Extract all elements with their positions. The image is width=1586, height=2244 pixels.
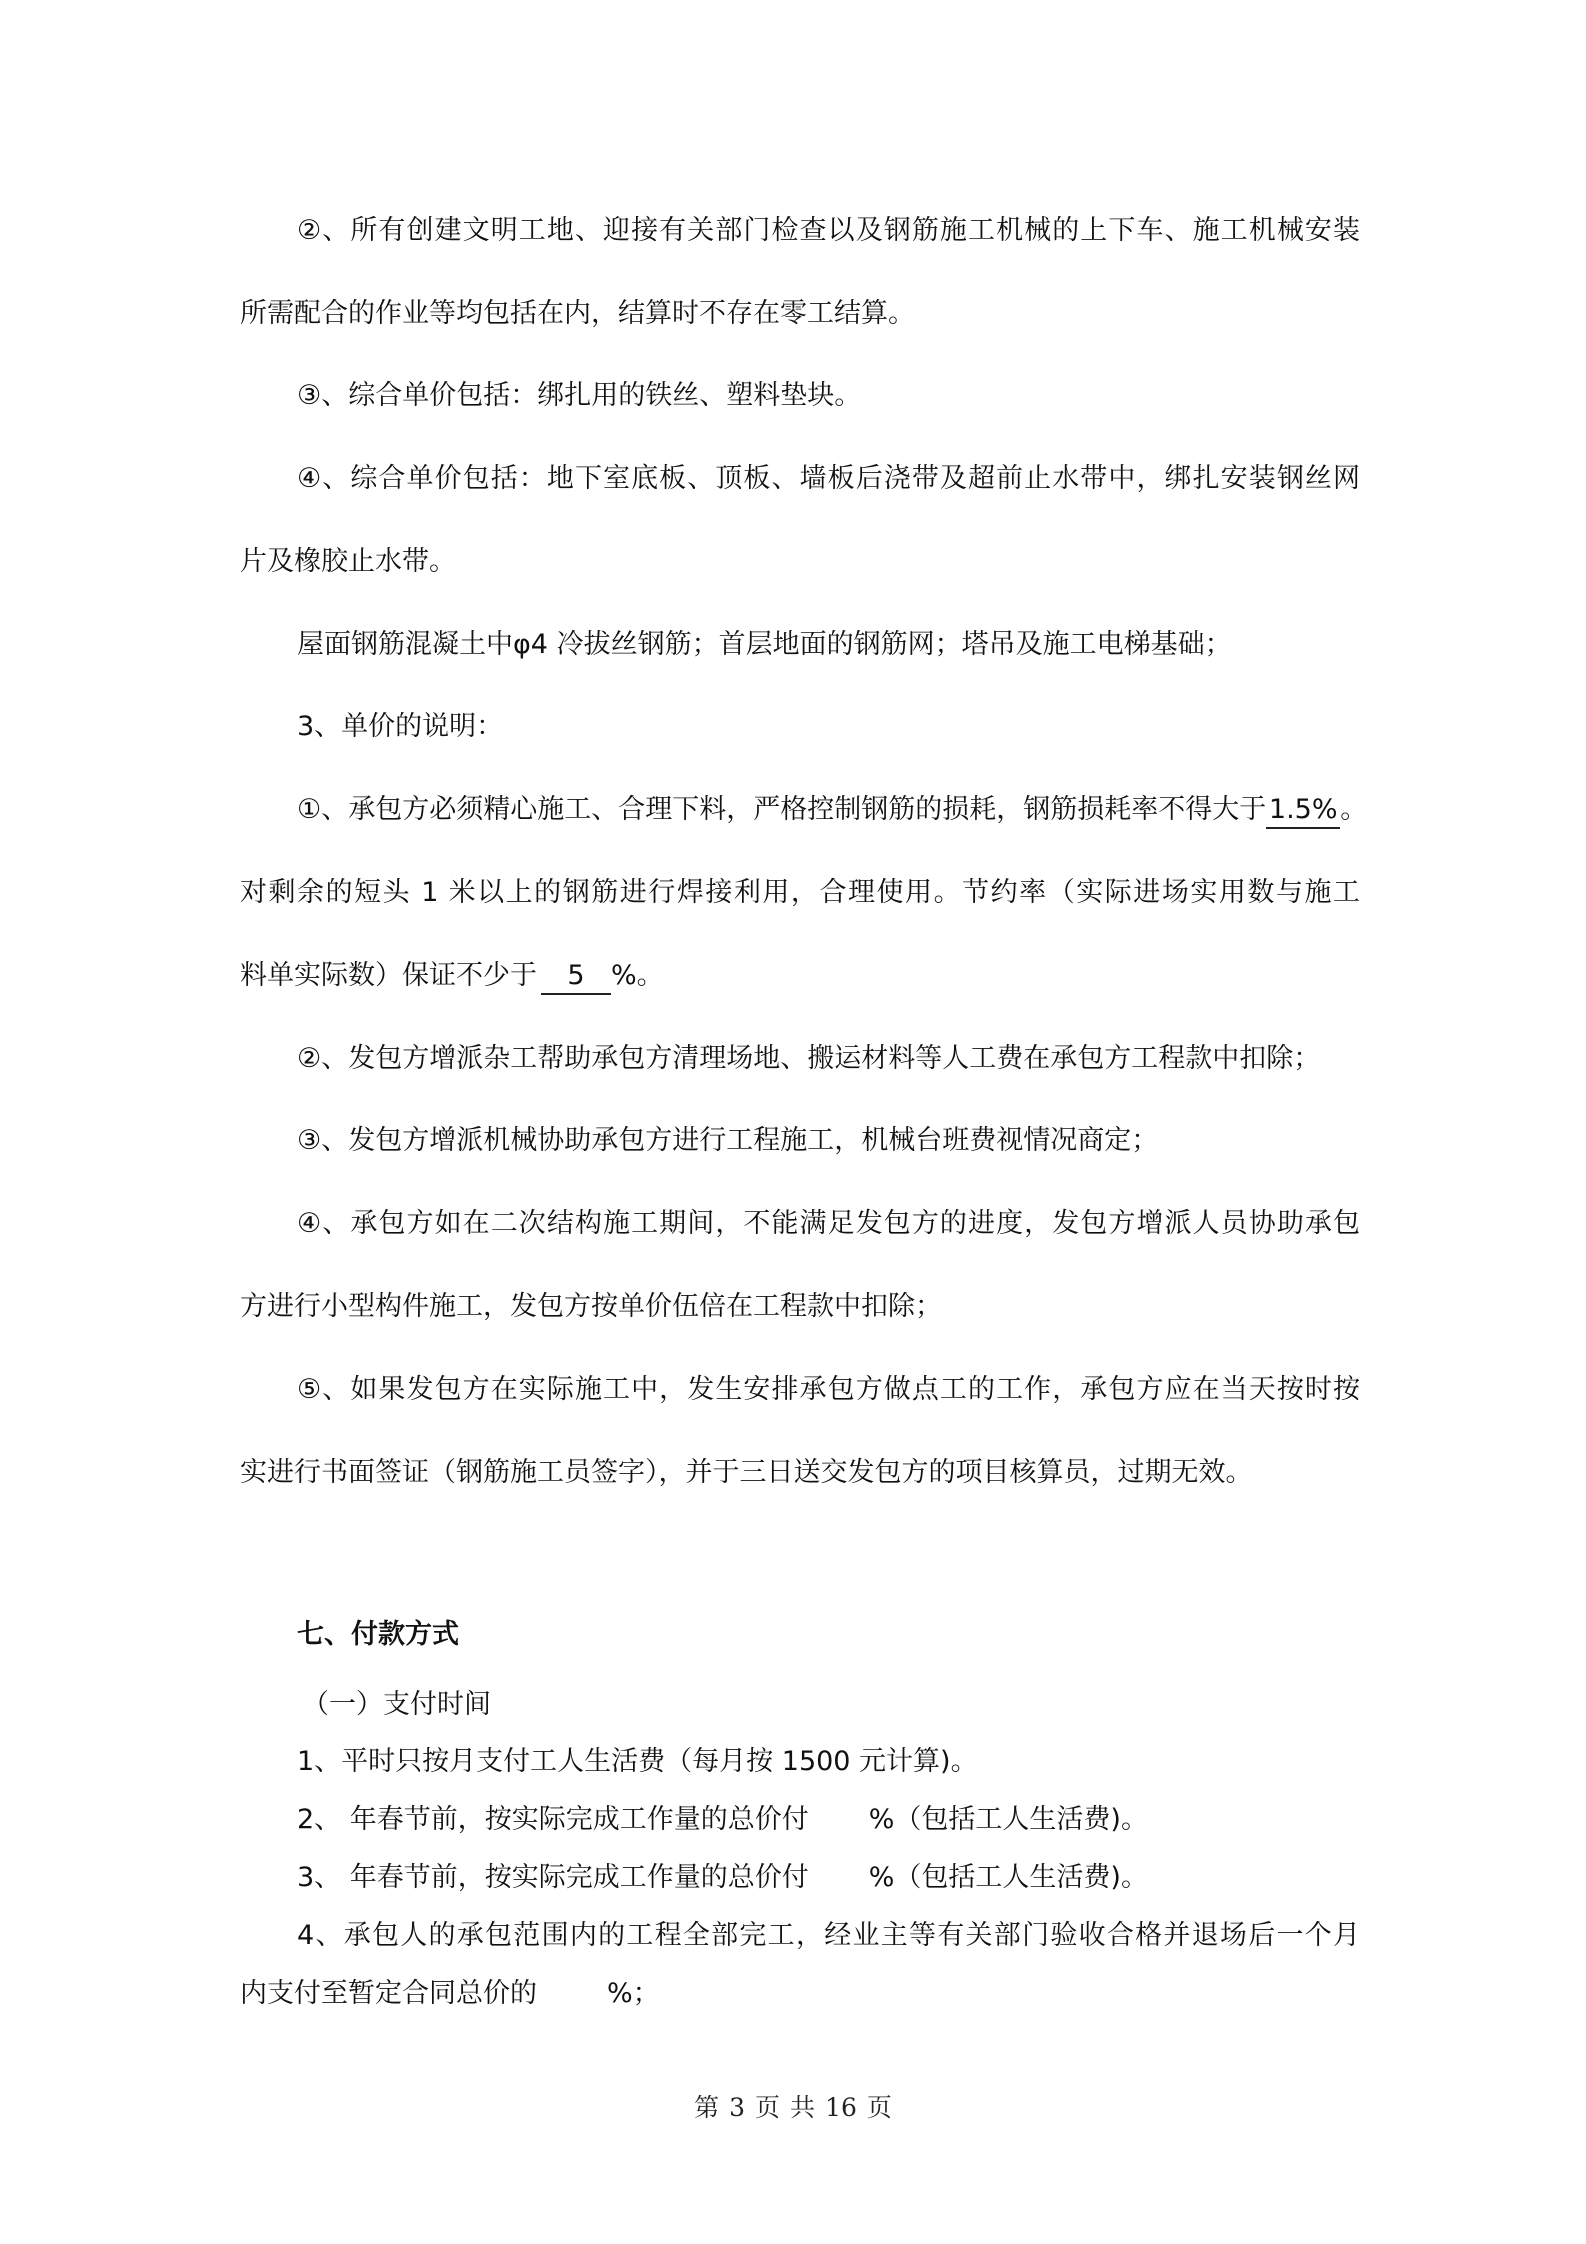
paragraph-line bbox=[240, 956, 1360, 996]
paragraph-line: 所需配合的作业等均包括在内，结算时不存在零工结算。 bbox=[240, 298, 915, 329]
footer-word: 第 bbox=[694, 2093, 720, 2122]
footer-word: 页 bbox=[866, 2093, 892, 2122]
page-footer bbox=[0, 2088, 1586, 2124]
paragraph-line: 片及橡胶止水带。 bbox=[240, 546, 456, 577]
list-item: 4、承包人的承包范围内的工程全部完工，经业主等有关部门验收合格并退场后一个月 bbox=[297, 1920, 1360, 1951]
text-segment: %（包括工人生活费)。 bbox=[868, 1862, 1148, 1893]
paragraph-line: 3、单价的说明： bbox=[297, 711, 504, 742]
page-number: 3 bbox=[729, 2093, 746, 2122]
text-segment: %； bbox=[607, 1978, 660, 2009]
paragraph-line: ④、承包方如在二次结构施工期间，不能满足发包方的进度，发包方增派人员协助承包 bbox=[297, 1208, 1360, 1239]
paragraph-line: ③、发包方增派机械协助承包方进行工程施工，机械台班费视情况商定； bbox=[297, 1125, 1159, 1156]
list-item bbox=[297, 1858, 1360, 1898]
paragraph-line: ③、综合单价包括：绑扎用的铁丝、塑料垫块。 bbox=[297, 380, 862, 411]
paragraph-line: ②、发包方增派杂工帮助承包方清理场地、搬运材料等人工费在承包方工程款中扣除； bbox=[297, 1043, 1321, 1074]
footer-word: 页 bbox=[755, 2093, 781, 2122]
paragraph-line: 屋面钢筋混凝土中φ4 冷拔丝钢筋；首层地面的钢筋网；塔吊及施工电梯基础； bbox=[297, 629, 1232, 660]
list-item bbox=[297, 1800, 1360, 1840]
underlined-value: 1.5% bbox=[1266, 793, 1340, 829]
subsection-heading: （一）支付时间 bbox=[302, 1689, 491, 1720]
section-heading: 七、付款方式 bbox=[297, 1619, 459, 1650]
text-segment: 内支付至暂定合同总价的 bbox=[240, 1978, 537, 2009]
text-segment: 。 bbox=[1340, 794, 1368, 825]
text-segment: %。 bbox=[611, 960, 664, 991]
paragraph-line: 方进行小型构件施工，发包方按单价伍倍在工程款中扣除； bbox=[240, 1291, 942, 1322]
footer-word: 共 bbox=[790, 2093, 816, 2122]
paragraph-line: ⑤、如果发包方在实际施工中，发生安排承包方做点工的工作，承包方应在当天按时按 bbox=[297, 1374, 1360, 1405]
paragraph-line: ④、综合单价包括：地下室底板、顶板、墙板后浇带及超前止水带中，绑扎安装钢丝网 bbox=[297, 463, 1360, 494]
paragraph-line: 实进行书面签证（钢筋施工员签字），并于三日送交发包方的项目核算员，过期无效。 bbox=[240, 1457, 1253, 1488]
text-segment: %（包括工人生活费)。 bbox=[868, 1804, 1148, 1835]
text-segment: 2、 年春节前，按实际完成工作量的总价付 bbox=[297, 1804, 809, 1835]
text-segment: 料单实际数）保证不少于 bbox=[240, 960, 537, 991]
text-segment: 3、 年春节前，按实际完成工作量的总价付 bbox=[297, 1862, 809, 1893]
list-item bbox=[240, 1974, 1360, 2014]
total-pages: 16 bbox=[825, 2093, 857, 2122]
text-segment: ①、承包方必须精心施工、合理下料，严格控制钢筋的损耗，钢筋损耗率不得大于 bbox=[297, 794, 1267, 825]
paragraph-line: 对剩余的短头 1 米以上的钢筋进行焊接利用，合理使用。节约率（实际进场实用数与施工 bbox=[240, 877, 1360, 908]
paragraph-line: ②、所有创建文明工地、迎接有关部门检查以及钢筋施工机械的上下车、施工机械安装 bbox=[297, 215, 1360, 246]
underlined-value: 5 bbox=[541, 959, 611, 995]
list-item: 1、平时只按月支付工人生活费（每月按 1500 元计算)。 bbox=[297, 1746, 978, 1777]
paragraph-line bbox=[297, 790, 1368, 830]
